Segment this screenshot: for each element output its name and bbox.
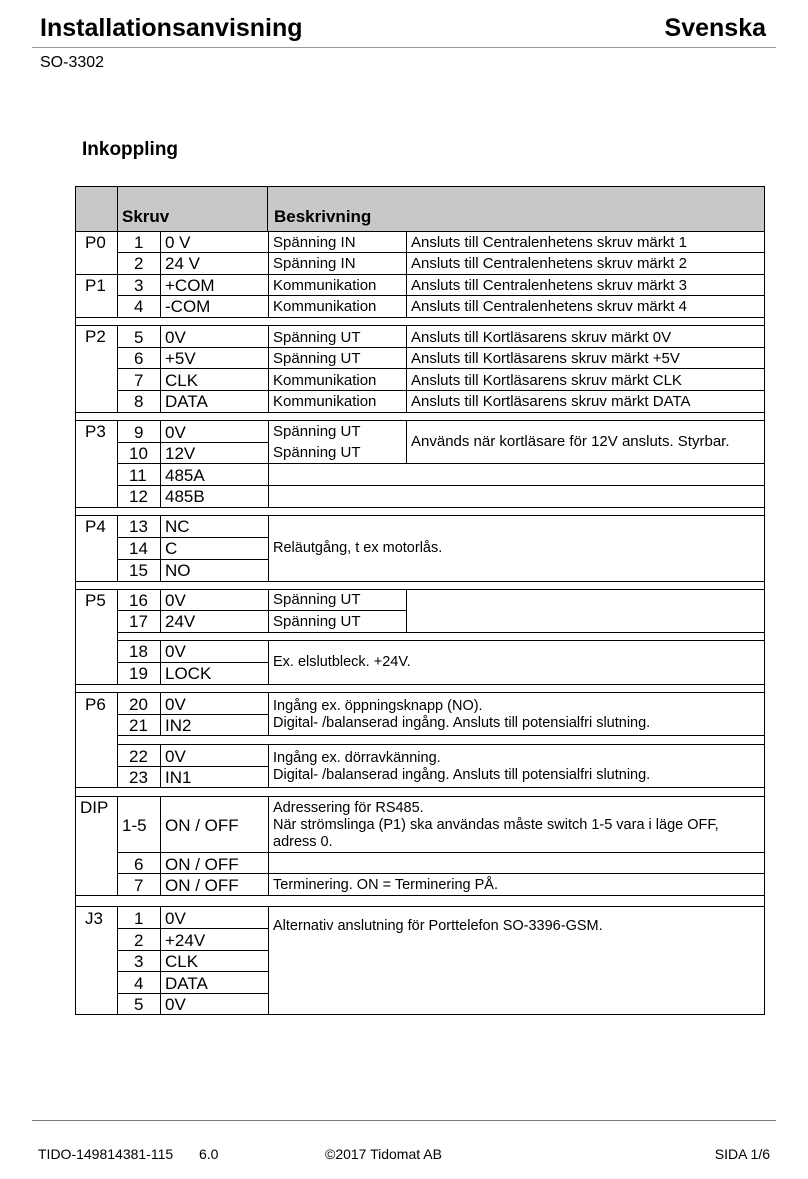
signal-type: Kommunikation <box>273 298 377 315</box>
footer-page-number: SIDA 1/6 <box>714 1146 770 1162</box>
screw-name: 0V <box>165 747 186 766</box>
connection-description: Reläutgång, t ex motorlås. <box>273 540 443 556</box>
model-number: SO-3302 <box>40 54 105 71</box>
screw-name: ON / OFF <box>165 855 239 874</box>
screw-name: ON / OFF <box>165 876 239 895</box>
screw-number: 23 <box>129 768 148 787</box>
screw-name: +5V <box>165 349 196 368</box>
screw-number: 9 <box>134 423 144 442</box>
document-title: Installationsanvisning <box>40 14 303 42</box>
footer-copyright: ©2017 Tidomat AB <box>325 1146 442 1162</box>
screw-number: 19 <box>129 664 148 683</box>
screw-name: 0V <box>165 642 186 661</box>
screw-name: 0V <box>165 423 186 442</box>
screw-number: 13 <box>129 517 148 536</box>
screw-name: ON / OFF <box>165 816 239 835</box>
connection-description: Ansluts till Centralenhetens skruv märkt 3 <box>411 277 687 294</box>
signal-type: Spänning UT <box>273 444 361 461</box>
screw-number: 6 <box>134 349 144 368</box>
screw-name: 24 V <box>165 254 200 273</box>
signal-type: Kommunikation <box>273 393 377 410</box>
footer-doc-id: TIDO-149814381-115 <box>38 1146 174 1162</box>
screw-name: DATA <box>165 392 208 411</box>
screw-number: 5 <box>134 995 144 1014</box>
screw-number: 7 <box>134 371 144 390</box>
screw-name: DATA <box>165 974 208 993</box>
column-header-description: Beskrivning <box>274 207 372 226</box>
screw-name: 0 V <box>165 233 191 252</box>
port-label-p2: P2 <box>85 327 106 346</box>
screw-number: 17 <box>129 612 148 631</box>
signal-type: Spänning UT <box>273 591 361 608</box>
connection-description: När strömslinga (P1) ska användas måste switch 1-5 vara i läge OFF, adress 0. <box>273 817 719 850</box>
connection-description: Ansluts till Kortläsarens skruv märkt CLK <box>411 372 682 389</box>
port-label-p1: P1 <box>85 276 106 295</box>
screw-number: 5 <box>134 328 144 347</box>
connection-description: Ex. elslutbleck. +24V. <box>273 654 411 670</box>
screw-number: 4 <box>134 297 144 316</box>
screw-number: 12 <box>129 487 148 506</box>
screw-number: 16 <box>129 591 148 610</box>
connection-description: Digital- /balanserad ingång. Ansluts till potensialfri slutning. <box>273 715 651 731</box>
screw-name: IN1 <box>165 768 192 787</box>
column-header-screw: Skruv <box>122 207 170 226</box>
signal-type: Kommunikation <box>273 277 377 294</box>
signal-type: Spänning IN <box>273 255 356 272</box>
connection-description: Ansluts till Kortläsarens skruv märkt +5V <box>411 350 680 367</box>
screw-number: 8 <box>134 392 144 411</box>
port-label-p6: P6 <box>85 695 106 714</box>
port-label-p5: P5 <box>85 591 106 610</box>
screw-number: 7 <box>134 876 144 895</box>
screw-number: 2 <box>134 931 144 950</box>
screw-number: 6 <box>134 855 144 874</box>
screw-name: 485B <box>165 487 205 506</box>
screw-number: 20 <box>129 695 148 714</box>
connection-description: Används när kortläsare för 12V ansluts. Styrbar. <box>411 433 730 450</box>
screw-name: CLK <box>165 952 199 971</box>
connection-description: Ansluts till Centralenhetens skruv märkt 1 <box>411 234 687 251</box>
document-language: Svenska <box>664 14 766 42</box>
signal-type: Kommunikation <box>273 372 377 389</box>
connection-description: Digital- /balanserad ingång. Ansluts till potensialfri slutning. <box>273 767 651 783</box>
screw-number: 15 <box>129 561 148 580</box>
port-label-p3: P3 <box>85 422 106 441</box>
connection-description: Ansluts till Kortläsarens skruv märkt DATA <box>411 393 691 410</box>
screw-name: C <box>165 539 178 558</box>
signal-type: Spänning UT <box>273 329 361 346</box>
screw-name: NC <box>165 517 190 536</box>
screw-name: NO <box>165 561 191 580</box>
screw-name: IN2 <box>165 716 192 735</box>
screw-name: 0V <box>165 591 186 610</box>
screw-number: 2 <box>134 254 144 273</box>
connection-description: Adressering för RS485. <box>273 800 424 816</box>
screw-name: LOCK <box>165 664 212 683</box>
screw-number: 18 <box>129 642 148 661</box>
screw-name: 0V <box>165 328 186 347</box>
screw-name: 0V <box>165 695 186 714</box>
screw-name: 0V <box>165 995 186 1014</box>
connection-description: Terminering. ON = Terminering PÅ. <box>273 877 498 893</box>
screw-number: 4 <box>134 974 144 993</box>
screw-number: 21 <box>129 716 148 735</box>
screw-number: 1 <box>134 909 144 928</box>
signal-type: Spänning IN <box>273 234 356 251</box>
screw-number: 3 <box>134 952 144 971</box>
screw-number: 1 <box>134 233 144 252</box>
screw-name: 12V <box>165 444 196 463</box>
section-title: Inkoppling <box>82 139 179 160</box>
port-label-p0: P0 <box>85 233 106 252</box>
screw-number: 3 <box>134 276 144 295</box>
screw-number: 11 <box>129 466 147 485</box>
screw-name: +COM <box>165 276 215 295</box>
screw-name: 24V <box>165 612 196 631</box>
connection-description: Ansluts till Centralenhetens skruv märkt 4 <box>411 298 687 315</box>
connection-description: Ansluts till Centralenhetens skruv märkt 2 <box>411 255 687 272</box>
header-divider <box>32 47 776 48</box>
screw-name: -COM <box>165 297 211 316</box>
screw-number: 10 <box>129 444 148 463</box>
screw-name: +24V <box>165 931 206 950</box>
signal-type: Spänning UT <box>273 350 361 367</box>
connection-description: Ingång ex. öppningsknapp (NO). <box>273 698 483 714</box>
connection-description: Ingång ex. dörravkänning. <box>273 750 441 766</box>
signal-type: Spänning UT <box>273 613 361 630</box>
screw-name: 485A <box>165 466 205 485</box>
screw-name: 0V <box>165 909 186 928</box>
connection-description: Ansluts till Kortläsarens skruv märkt 0V <box>411 329 672 346</box>
screw-name: CLK <box>165 371 199 390</box>
screw-number: 14 <box>129 539 148 558</box>
footer-version: 6.0 <box>199 1146 219 1162</box>
screw-number: 1-5 <box>122 816 147 835</box>
port-label-dip: DIP <box>80 798 109 817</box>
port-label-j3: J3 <box>85 909 103 928</box>
port-label-p4: P4 <box>85 517 106 536</box>
signal-type: Spänning UT <box>273 423 361 440</box>
connection-description: Alternativ anslutning för Porttelefon SO-3396-GSM. <box>273 918 603 934</box>
footer-divider <box>32 1120 776 1121</box>
screw-number: 22 <box>129 747 148 766</box>
